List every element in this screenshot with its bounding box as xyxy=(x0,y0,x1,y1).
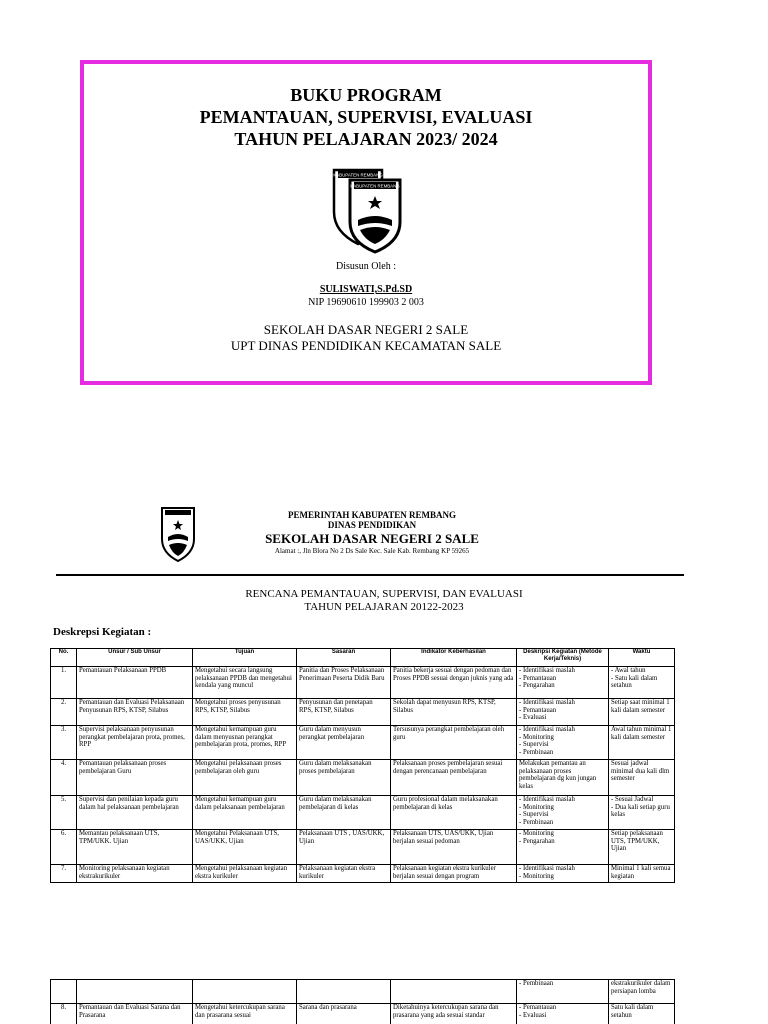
cell-indikator: Pelaksanaan UTS, UAS/UKK, Ujian berjalan sesuai pedoman xyxy=(391,830,517,865)
table-row xyxy=(51,980,675,1004)
cell-indikator: Pelaksanaan kegiatan ekstra kurikuler berjalan sesuai dengan program xyxy=(391,865,517,883)
table-row xyxy=(51,796,675,830)
cover-frame xyxy=(80,60,652,385)
cover-title xyxy=(84,84,648,150)
cell-sasaran: Guru dalam menyusun perangkat pembelajaran xyxy=(297,726,391,760)
cell-no: 6. xyxy=(51,830,77,865)
cell-tujuan: Mengetahui secara langsung pelaksanaan PPDB dan mengetahui kendala yang muncul xyxy=(193,667,297,699)
cell-waktu: - Awal tahun - Satu kali dalam setahun xyxy=(609,667,675,699)
column-header: Indikator Keberhasilan xyxy=(391,649,517,667)
cell-tujuan xyxy=(193,980,297,1004)
cell-tujuan: Mengetahui proses penyusunan RPS, KTSP, Silabus xyxy=(193,699,297,726)
cell-waktu: Minimal 1 kali semua kegiatan xyxy=(609,865,675,883)
column-header: Waktu xyxy=(609,649,675,667)
cell-unsur xyxy=(77,980,193,1004)
author-nip: NIP 19690610 199903 2 003 xyxy=(308,297,424,308)
cell-sasaran: Pelaksanaan UTS , UAS/UKK, Ujian xyxy=(297,830,391,865)
column-header: Tujuan xyxy=(193,649,297,667)
cover-title-line3: TAHUN PELAJARAN 2023/ 2024 xyxy=(234,129,498,149)
cell-indikator: Guru profesional dalam melaksanakan pembelajaran di kelas xyxy=(391,796,517,830)
cell-no: 4. xyxy=(51,760,77,796)
emblem-label-front: KABUPATEN REMBANG xyxy=(350,183,400,189)
column-header: Unsur / Sub Unsur xyxy=(77,649,193,667)
cell-deskripsi: Melakukan pemantau an pelaksanaan proses pembelajaran dg kun jungan kelas xyxy=(517,760,609,796)
cell-deskripsi: - Identifikasi maslah - Pemantauan - Pengarahan xyxy=(517,667,609,699)
cell-no: 8. xyxy=(51,1004,77,1024)
cell-indikator: Tersusunya perangkat pembelajaran oleh guru xyxy=(391,726,517,760)
cell-no xyxy=(51,980,77,1004)
cell-deskripsi: - Monitoring - Pengarahan xyxy=(517,830,609,865)
cell-tujuan: Mengetahui pelaksanaan proses pembelajaran oleh guru xyxy=(193,760,297,796)
table-row xyxy=(51,760,675,796)
table-header-row xyxy=(51,649,675,667)
cell-sasaran: Sarana dan prasarana xyxy=(297,1004,391,1024)
letterhead-divider xyxy=(56,574,684,576)
table-row xyxy=(51,699,675,726)
cell-sasaran xyxy=(297,980,391,1004)
cell-waktu: Setiap pelaksanaan UTS, TPM/UKK, Ujian xyxy=(609,830,675,865)
cell-deskripsi: - Identifikasi maslah - Monitoring xyxy=(517,865,609,883)
cell-sasaran: Guru dalam melaksanakan pembelajaran di kelas xyxy=(297,796,391,830)
activity-table-continued xyxy=(50,979,675,1024)
emblem-label-back: KABUPATEN REMBANG xyxy=(333,172,383,178)
cell-sasaran: Pelaksanaan kegiatan ekstra kurikuler xyxy=(297,865,391,883)
cell-no: 1. xyxy=(51,667,77,699)
rembang-emblem-icon xyxy=(330,164,402,254)
cell-deskripsi: - Pembinaan xyxy=(517,980,609,1004)
cell-tujuan: Mengetahui pelaksanaan kegiatan ekstra kurikuler xyxy=(193,865,297,883)
cell-sasaran: Penyusunan dan penetapan RPS, KTSP, Silabus xyxy=(297,699,391,726)
cell-waktu: - Sesuai Jadwal - Dua kali setiap guru kelas xyxy=(609,796,675,830)
cover-school-line1: SEKOLAH DASAR NEGERI 2 SALE xyxy=(263,322,469,337)
cell-waktu: Satu kali dalam setahun xyxy=(609,1004,675,1024)
prepared-by-label: Disusun Oleh : xyxy=(336,261,396,272)
letterhead-address: Alamat :, Jln Blora No 2 Ds Sale Kec. Sale Kab. Rembang KP 59265 xyxy=(274,547,470,555)
cell-no: 2. xyxy=(51,699,77,726)
table-row xyxy=(51,865,675,883)
cover-title-line1: BUKU PROGRAM xyxy=(290,85,442,105)
plan-title xyxy=(0,588,768,614)
table-row xyxy=(51,726,675,760)
cell-unsur: Pemantauan pelaksanaan proses pembelajaran Guru xyxy=(77,760,193,796)
activity-table xyxy=(50,648,675,883)
cell-indikator: Sekolah dapat menyusun RPS, KTSP, Silabus xyxy=(391,699,517,726)
cell-indikator xyxy=(391,980,517,1004)
table-row xyxy=(51,1004,675,1024)
table-row xyxy=(51,667,675,699)
cell-no: 5. xyxy=(51,796,77,830)
cover-school-line2: UPT DINAS PENDIDIKAN KECAMATAN SALE xyxy=(230,338,502,353)
plan-title-line2: TAHUN PELAJARAN 20122-2023 xyxy=(304,601,464,613)
cell-waktu: ekstrakurikuler dalam persiapan lomba xyxy=(609,980,675,1004)
author-name: SULISWATI,S.Pd.SD xyxy=(319,284,413,295)
cell-unsur: Pemantauan dan Evaluasi Sarana dan Prasarana xyxy=(77,1004,193,1024)
letterhead-department: DINAS PENDIDIKAN xyxy=(327,520,417,530)
cell-tujuan: Mengetahui kemampuan guru dalam pelaksanaan pembelajaran xyxy=(193,796,297,830)
cell-tujuan: Mengetahui ketercukupan sarana dan prasarana sesuai xyxy=(193,1004,297,1024)
letterhead-school: SEKOLAH DASAR NEGERI 2 SALE xyxy=(265,531,479,546)
cell-tujuan: Mengetahui kemampuan guru dalam menyusnan perangkat pembelajaran prota, promes, RPP xyxy=(193,726,297,760)
cover-school xyxy=(84,322,648,354)
cell-indikator: Panitia bekerja sesuai dengan pedoman dan Proses PPDB sesuai dengan juknis yang ada xyxy=(391,667,517,699)
section-label: Deskrepsi Kegiatan : xyxy=(53,626,152,638)
column-header: Deskripsi Kegiatan (Metode Kerja/Teknis) xyxy=(517,649,609,667)
cell-no: 3. xyxy=(51,726,77,760)
cover-title-line2: PEMANTAUAN, SUPERVISI, EVALUASI xyxy=(199,107,533,127)
cell-unsur: Supervisi pelaksanaan penyusunan perangkat pembelajaran prota, promes, RPP xyxy=(77,726,193,760)
cell-deskripsi: - Identifikasi maslah - Pemantauan - Evaluasi xyxy=(517,699,609,726)
cell-waktu: Awal tahun minimal 1 kali dalam semester xyxy=(609,726,675,760)
letterhead-government: PEMERINTAH KABUPATEN REMBANG xyxy=(287,510,456,520)
cell-tujuan: Mengetahui Pelaksanaan UTS, UAS/UKK, Ujian xyxy=(193,830,297,865)
cell-no: 7. xyxy=(51,865,77,883)
cell-waktu: Setiap saat minimal 1 kali dalam semester xyxy=(609,699,675,726)
table-body-continued xyxy=(51,980,675,1024)
cell-waktu: Sesuai jadwal minimal dua kali dlm semester xyxy=(609,760,675,796)
column-header: Sasaran xyxy=(297,649,391,667)
cell-unsur: Supervisi dan penilaian kepada guru dalam hal pelaksanaan pembelajaran xyxy=(77,796,193,830)
table-row xyxy=(51,830,675,865)
cell-sasaran: Panitia dan Proses Pelaksanaan Penerimaan Peserta Didik Baru xyxy=(297,667,391,699)
cell-indikator: Diketahuinya ketercukupan sarana dan prasarana yang ada sesuai standar xyxy=(391,1004,517,1024)
cell-deskripsi: - Identifikasi maslah - Monitoring - Supervisi - Pembinaan xyxy=(517,796,609,830)
column-header: No. xyxy=(51,649,77,667)
plan-title-line1: RENCANA PEMANTAUAN, SUPERVISI, DAN EVALUASI xyxy=(245,588,523,600)
cell-unsur: Memantau pelaksanaan UTS, TPM/UKK. Ujian xyxy=(77,830,193,865)
cell-unsur: Pemantauan dan Evaluasi Pelaksanaan Penyusunan RPS, KTSP, Silabus xyxy=(77,699,193,726)
cell-unsur: Pemantauan Pelaksanaan PPDB xyxy=(77,667,193,699)
cell-deskripsi: - Identifikasi maslah - Monitoring - Supervisi - Pembinaan xyxy=(517,726,609,760)
cell-deskripsi: - Pemantauan - Evaluasi xyxy=(517,1004,609,1024)
letterhead-emblem-icon xyxy=(160,505,196,563)
cell-unsur: Monitoring pelaksanaan kegiatan ekstrakurikuler xyxy=(77,865,193,883)
cell-indikator: Pelaksanaan proses pembelajaran sesuai dengan perencanaan pembelajaran xyxy=(391,760,517,796)
cell-sasaran: Guru dalam melaksanakan proses pembelajaran xyxy=(297,760,391,796)
table-body xyxy=(51,667,675,883)
